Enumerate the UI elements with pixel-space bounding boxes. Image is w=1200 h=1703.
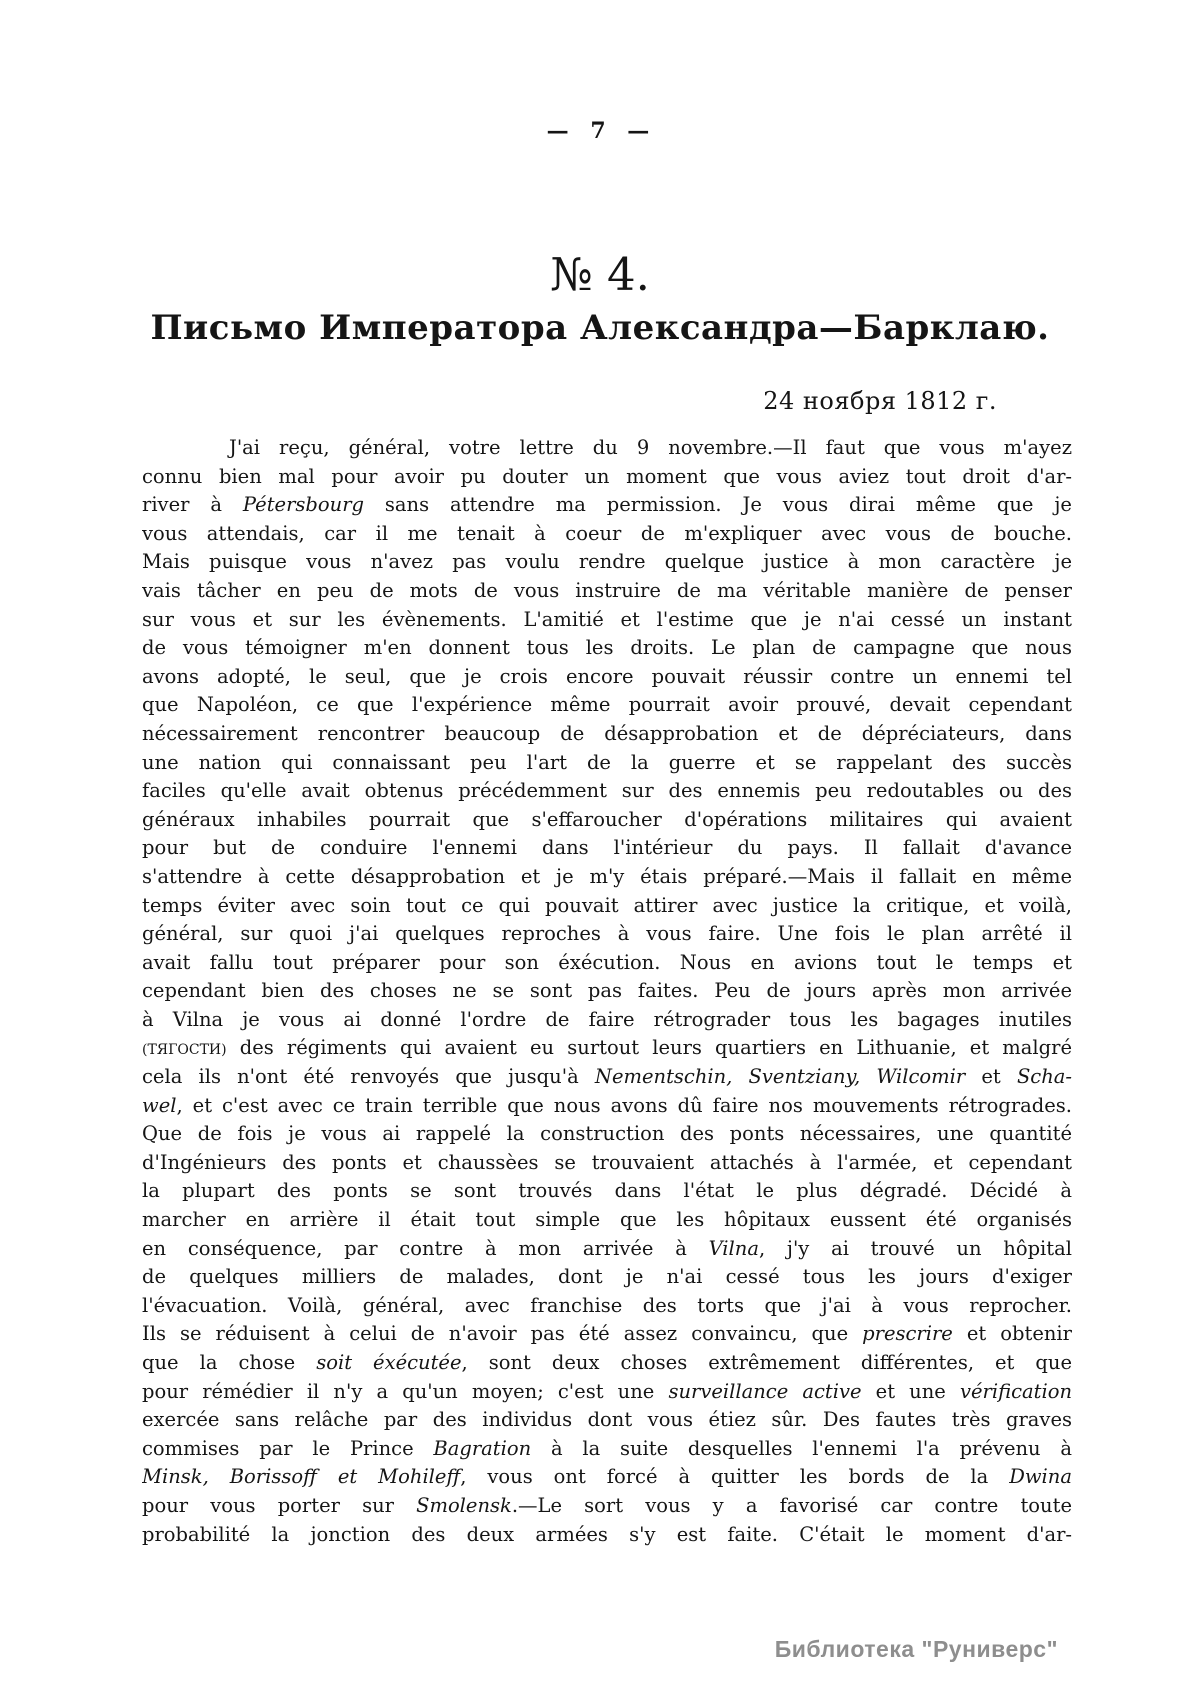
letter-line: wel, et c'est avec ce train terrible que nous avons dû faire nos mouvements rétrogrades. [142, 1093, 1072, 1117]
letter-line: vais tâcher en peu de mots de vous instruire de ma véritable manière de penser [142, 578, 1072, 602]
letter-line: probabilité la jonction des deux armées s'y est faite. C'était le moment d'ar- [142, 1522, 1072, 1546]
letter-line: pour rémédier il n'y a qu'un moyen; c'est une surveillance active et une vérification [142, 1379, 1072, 1403]
letter-line: que Napoléon, ce que l'expérience même pourrait avoir prouvé, devait cependant [142, 693, 1072, 717]
letter-line: en conséquence, par contre à mon arrivée à Vilna, j'y ai trouvé un hôpital [142, 1236, 1072, 1260]
letter-line: une nation qui connaissant peu l'art de la guerre et se rappelant des succès [142, 750, 1072, 774]
letter-line: à Vilna je vous ai donné l'ordre de faire rétrograder tous les bagages inutiles [142, 1007, 1072, 1031]
letter-line: généraux inhabiles pourrait que s'effaroucher d'opérations militaires qui avaient [142, 807, 1072, 831]
letter-line: Que de fois je vous ai rappelé la construction des ponts nécessaires, une quantité [142, 1122, 1072, 1146]
letter-line: commises par le Prince Bagration à la suite desquelles l'ennemi l'a prévenu à [142, 1436, 1072, 1460]
letter-line: exercée sans relâche par des individus dont vous étiez sûr. Des fautes très graves [142, 1408, 1072, 1432]
letter-date: 24 ноября 1812 г. [763, 387, 997, 415]
letter-line: J'ai reçu, général, votre lettre du 9 novembre.—Il faut que vous m'ayez [229, 436, 1072, 459]
letter-line: de vous témoigner m'en donnent tous les droits. Le plan de campagne que nous [142, 636, 1072, 660]
letter-line: s'attendre à cette désapprobation et je m'y étais préparé.—Mais il fallait en même [142, 864, 1072, 888]
letter-line: faciles qu'elle avait obtenus précédemment sur des ennemis peu redoutables ou des [142, 779, 1072, 803]
letter-line: vous attendais, car il me tenait à coeur de m'expliquer avec vous de bouche. [142, 521, 1072, 545]
letter-body [142, 434, 1072, 1549]
letter-line: que la chose soit éxécutée, sont deux choses extrêmement différentes, et que [142, 1351, 1072, 1374]
letter-line: pour vous porter sur Smolensk.—Le sort vous y a favorisé car contre toute [142, 1493, 1072, 1517]
letter-line: pour but de conduire l'ennemi dans l'intérieur du pays. Il fallait d'avance [142, 836, 1072, 860]
letter-line: avait fallu tout préparer pour son éxécution. Nous en avions tout le temps et [142, 950, 1072, 974]
letter-line: temps éviter avec soin tout ce qui pouvait attirer avec justice la critique, et voilà, [142, 893, 1072, 917]
document-number: № 4. [550, 248, 650, 301]
letter-line: sur vous et sur les évènements. L'amitié et l'estime que je n'ai cessé un instant [142, 607, 1072, 631]
library-watermark: Библиотека "Руниверс" [774, 1636, 1058, 1662]
letter-line: nécessairement rencontrer beaucoup de désapprobation et de dépréciateurs, dans [142, 721, 1072, 745]
letter-line: (тягости) des régiments qui avaient eu surtout leurs quartiers en Lithuanie, et malgré [142, 1036, 1072, 1060]
letter-line: connu bien mal pour avoir pu douter un moment que vous aviez tout droit d'ar- [142, 464, 1072, 488]
letter-line: river à Pétersbourg sans attendre ma permission. Je vous dirai même que je [142, 493, 1072, 517]
letter-line: Mais puisque vous n'avez pas voulu rendre quelque justice à mon caractère je [142, 550, 1072, 574]
letter-line: cela ils n'ont été renvoyés que jusqu'à Nementschin, Sventziany, Wilcomir et Scha- [142, 1065, 1072, 1089]
letter-line: l'évacuation. Voilà, général, avec franchise des torts que j'ai à vous reprocher. [142, 1293, 1072, 1317]
letter-title: Письмо Императора Александра—Барклаю. [150, 308, 1050, 348]
letter-line: la plupart des ponts se sont trouvés dans l'état le plus dégradé. Décidé à [142, 1179, 1072, 1203]
letter-line: Minsk, Borissoff et Mohileff, vous ont forcé à quitter les bords de la Dwina [142, 1465, 1072, 1489]
letter-line: de quelques milliers de malades, dont je n'ai cessé tous les jours d'exiger [142, 1265, 1072, 1289]
page-number: — 7 — [546, 118, 654, 144]
letter-line: d'Ingénieurs des ponts et chaussèes se trouvaient attachés à l'armée, et cependant [142, 1150, 1072, 1174]
letter-line: Ils se réduisent à celui de n'avoir pas été assez convaincu, que prescrire et obtenir [142, 1322, 1072, 1346]
letter-line: marcher en arrière il était tout simple que les hôpitaux eussent été organisés [142, 1208, 1072, 1232]
letter-line: cependant bien des choses ne se sont pas faites. Peu de jours après mon arrivée [142, 979, 1072, 1003]
letter-line: avons adopté, le seul, que je crois encore pouvait réussir contre un ennemi tel [142, 664, 1072, 688]
letter-line: général, sur quoi j'ai quelques reproches à vous faire. Une fois le plan arrêté il [142, 922, 1072, 946]
